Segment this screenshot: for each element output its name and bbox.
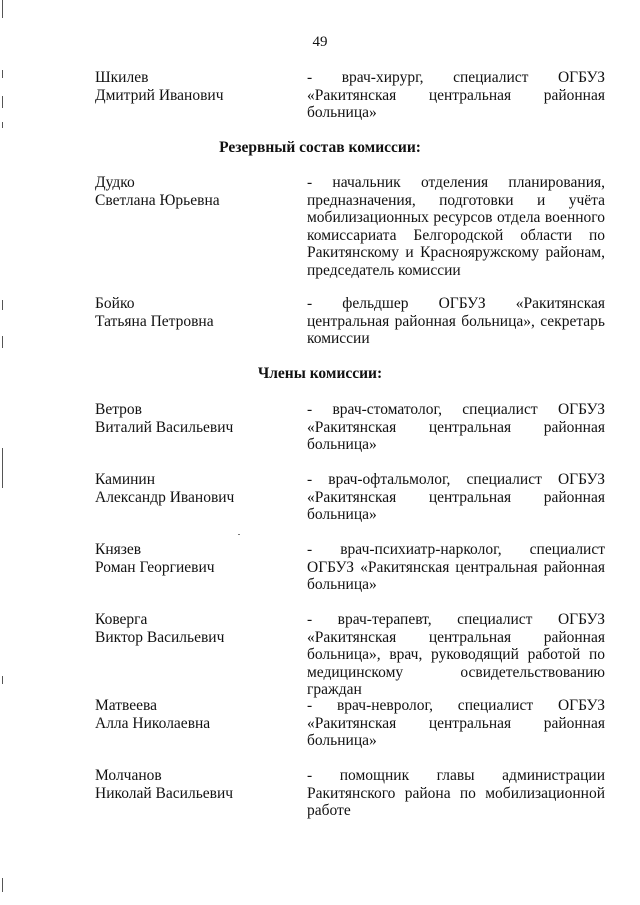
scan-artifact [2,300,3,310]
entry-surname: Каминин [95,471,156,488]
entry-given-names: Татьяна Петровна [95,312,214,330]
entry-name [95,767,295,802]
entry-name [95,471,295,506]
entry-role: - врач-невролог, специалист ОГБУЗ «Ракитянская центральная районная больница» [307,697,605,749]
entry-name [95,697,295,732]
entry-surname: Молчанов [95,767,162,784]
scan-artifact [238,534,240,535]
scan-artifact [2,878,3,892]
entry-role: - врач-психиатр-нарколог, специалист ОГБУЗ «Ракитянская центральная районная больница» [307,541,605,593]
entry-role: - врач-стоматолог, специалист ОГБУЗ «Ракитянская центральная районная больница» [307,401,605,453]
entry-given-names: Виталий Васильевич [95,418,234,436]
scan-artifact [2,336,3,348]
entry-given-names: Николай Васильевич [95,784,234,802]
members-heading: Члены комиссии: [257,365,383,382]
entry-role: - врач-хирург, специалист ОГБУЗ «Ракитянская центральная районная больница» [307,69,605,121]
entry-surname: Князев [95,541,142,558]
entry-role: - врач-терапевт, специалист ОГБУЗ «Ракитянская центральная районная больница», врач, руководящий работой по медицинскому освидетельствованию граждан [307,611,605,698]
entry-given-names: Светлана Юрьевна [95,191,220,209]
scan-artifact [2,70,3,78]
scan-artifact [2,0,3,18]
scan-artifact [2,96,3,108]
entry-surname: Шкилев [95,69,149,86]
entry-given-names: Алла Николаевна [95,714,211,732]
scan-artifact [2,122,3,128]
entry-given-names: Роман Георгиевич [95,558,215,576]
entry-role: - начальник отделения планирования, предназначения, подготовки и учёта мобилизационных ресурсов отдела военного комиссариата Белгородской области по Ракитянскому и Краснояружскому районам, председатель комиссии [307,174,605,279]
entry-name [95,174,295,209]
page-number: 49 [312,34,328,50]
entry-given-names: Александр Иванович [95,488,235,506]
entry-role: - фельдшер ОГБУЗ «Ракитянская центральная районная больница», секретарь комиссии [307,295,605,347]
entry-name [95,611,295,646]
entry-role: - помощник главы администрации Ракитянского района по мобилизационной работе [307,767,605,819]
entry-surname: Матвеева [95,697,158,714]
entry-role: - врач-офтальмолог, специалист ОГБУЗ «Ракитянская центральная районная больница» [307,471,605,523]
entry-given-names: Дмитрий Иванович [95,86,224,104]
entry-surname: Бойко [95,295,135,312]
scan-artifact [2,676,3,684]
entry-name [95,541,295,576]
entry-surname: Коверга [95,611,148,628]
entry-surname: Ветров [95,401,142,418]
entry-name [95,295,295,330]
entry-surname: Дудко [95,174,135,191]
entry-given-names: Виктор Васильевич [95,628,225,646]
entry-name [95,69,295,104]
entry-name [95,401,295,436]
reserve-heading: Резервный состав комиссии: [219,139,421,156]
scan-artifact [2,448,3,488]
